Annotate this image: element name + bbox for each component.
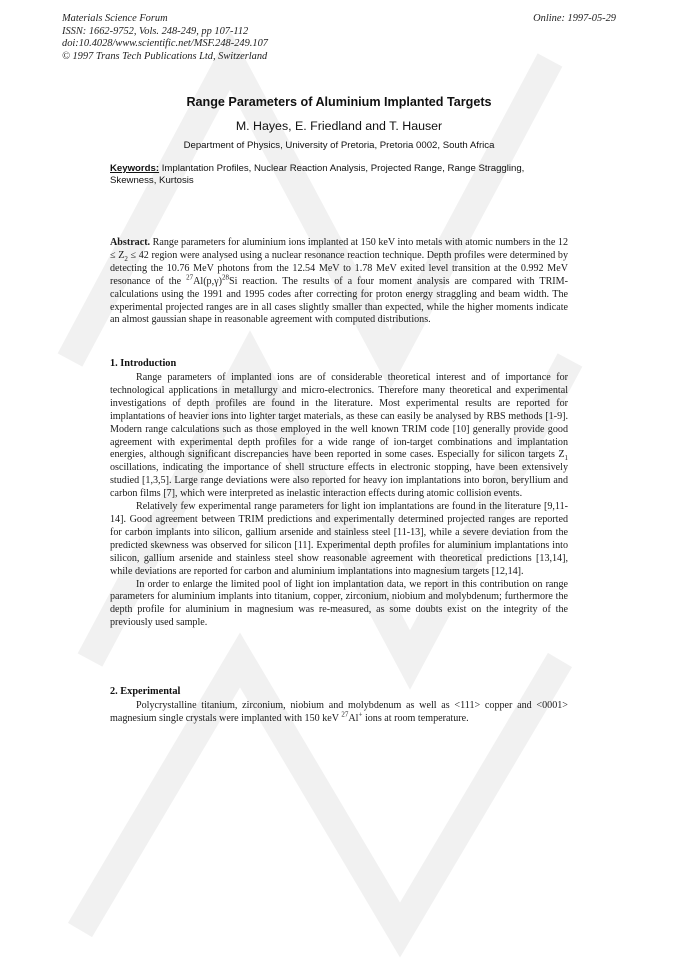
paragraph-text: oscillations, indicating the importance of shell structure effects in electronic stopping, have been extensively studied [1,3,5]. Large range deviations were also reported for heavy ion implantations into boron, beryllium and carbon films [7], which were interpreted as inelastic interaction effects during atomic collision events. — [110, 462, 568, 500]
paragraph-subscript: 1 — [564, 454, 568, 463]
issn-line: ISSN: 1662-9752, Vols. 248-249, pp 107-112 — [62, 25, 249, 37]
keywords-label: Keywords: — [110, 163, 160, 174]
copyright-line: © 1997 Trans Tech Publications Ltd, Switzerland — [62, 50, 268, 62]
journal-header — [62, 13, 422, 63]
paragraph: Relatively few experimental range parameters for light ion implantations are found in the literature [9,11-14]. Good agreement between TRIM predictions and experimentally determined projected ranges are reported for carbon implants into silicon, gallium arsenide and stainless steel [11-13], while a severe deviation from the predicted skewness was observed for silicon [11]. Experimental depth profiles for aluminium implantations into silicon, gallium arsenide and stainless steel show reasonable agreement with theoretical predictions [13,14], while deviations are reported for carbon and aluminium implantations into magnesium targets [12,14]. — [110, 501, 568, 577]
keywords — [110, 163, 570, 187]
paragraph-superscript: 27 — [341, 710, 349, 719]
doi-link[interactable]: doi:10.4028/www.scientific.net/MSF.248-249.107 — [62, 38, 268, 50]
abstract-subscript: 2 — [124, 254, 128, 263]
abstract — [110, 237, 568, 327]
paper-title: Range Parameters of Aluminium Implanted Targets — [186, 95, 492, 109]
paragraph-text: Polycrystalline titanium, zirconium, niobium and molybdenum as well as <111> copper and <0001> magnesium single crystals were implanted with 150 keV — [110, 700, 568, 724]
keywords-list: Implantation Profiles, Nuclear Reaction Analysis, Projected Range, Range Straggling, Skewness, Kurtosis — [110, 163, 525, 186]
paragraph-text: Al — [348, 712, 359, 724]
abstract-text: Si reaction. The results of a four moment analysis are compared with TRIM-calculations using the 1991 and 1995 codes after correcting for proton energy straggling and beam width. The experimental projected ranges are in all cases slightly smaller than expected, while the higher moments indicate an almost gaussian shape in reasonable agreement with computed distributions. — [110, 275, 568, 326]
online-date: Online: 1997-05-29 — [533, 13, 616, 24]
author-affiliation: Department of Physics, University of Pretoria, Pretoria 0002, South Africa — [183, 140, 495, 151]
journal-name: Materials Science Forum — [62, 13, 168, 24]
abstract-label: Abstract. — [110, 237, 151, 248]
introduction-section — [110, 372, 568, 630]
abstract-text: Range parameters for aluminium ions implanted at 150 keV into metals with atomic numbers in the 12 ≤ Z — [110, 237, 568, 261]
paragraph-superscript: + — [358, 710, 363, 719]
paragraph: In order to enlarge the limited pool of light ion implantation data, we report in this contribution on range parameters for aluminium implants into titanium, copper, zirconium, niobium and molybdenum; furthermore the depth profile for aluminium in magnesium was re-measured, as some doubts exist on the integrity of the previously used sample. — [110, 578, 568, 629]
abstract-text: Al(p,γ) — [193, 275, 222, 287]
experimental-section — [110, 700, 568, 726]
paragraph — [110, 700, 568, 726]
abstract-superscript: 27 — [186, 273, 194, 282]
paragraph-text: ions at room temperature. — [362, 712, 469, 724]
section-heading-introduction: 1. Introduction — [110, 358, 177, 369]
section-heading-experimental: 2. Experimental — [110, 686, 181, 697]
paragraph-text: Range parameters of implanted ions are of considerable theoretical interest and of importance for technological applications in metallurgy and micro-electronics. Therefore many theoretical and experimental investigations of depth profiles are found in the literature. Most experimental results are reported for implantations of heavier ions into lighter target materials, as these can easily be analysed by RBS methods [1-9]. Modern range calculations such as those employed in the well known TRIM code [10] generally provide good agreement with experimental depth profiles for a wide range of ion-target combinations and implantation energies, although significant discrepancies have been reported in some cases. Especially for silicon targets Z — [110, 372, 568, 461]
abstract-superscript: 28 — [221, 273, 229, 282]
paragraph — [110, 372, 568, 501]
paper-authors: M. Hayes, E. Friedland and T. Hauser — [235, 119, 443, 133]
abstract-text: ≤ 42 region were analysed using a nuclear resonance reaction technique. Depth profiles were determined by detecting the 10.76 MeV photons from the 12.54 MeV to 1.78 MeV exited level transition at the 0.992 MeV resonance of the — [110, 249, 569, 287]
